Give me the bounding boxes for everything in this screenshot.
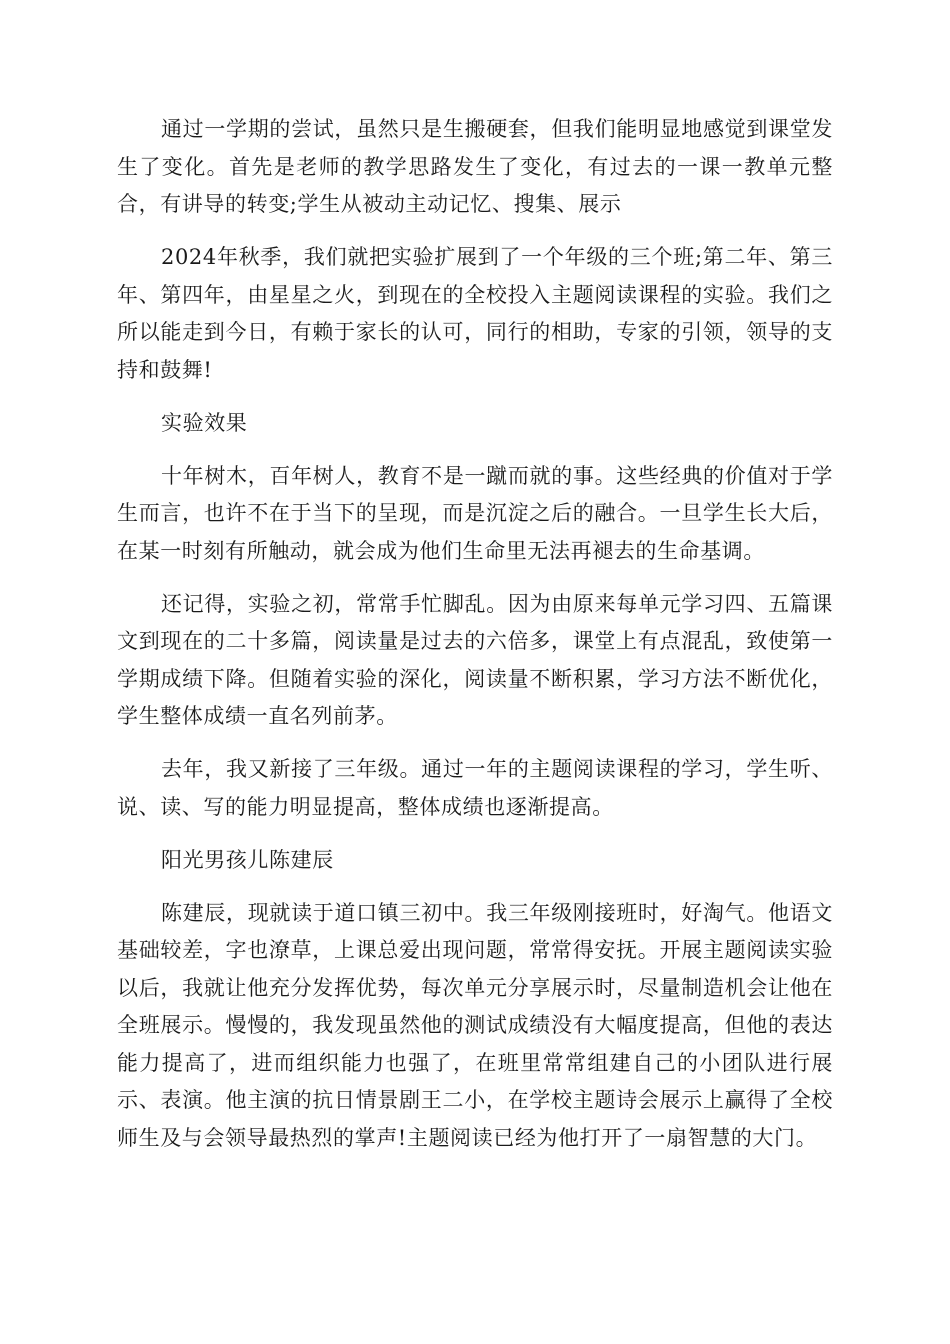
paragraph-chen-jianchen: 陈建辰，现就读于道口镇三初中。我三年级刚接班时，好淘气。他语文基础较差，字也潦草，上课总爱出现问题，常常得安抚。开展主题阅读实验以后，我就让他充分发挥优势，每次单元分享展示时，尽量制造机会让他在全班展示。慢慢的，我发现虽然他的测试成绩没有大幅度提高，但他的表达能力提高了，进而组织能力也强了，在班里常常组建自己的小团队进行展示、表演。他主演的抗日情景剧王二小，在学校主题诗会展示上赢得了全校师生及与会领导最热烈的掌声!主题阅读已经为他打开了一扇智慧的大门。 <box>117 900 833 1150</box>
paragraph-third-grade: 去年，我又新接了三年级。通过一年的主题阅读课程的学习，学生听、说、读、写的能力明显提高，整体成绩也逐渐提高。 <box>117 757 833 819</box>
section-heading-sunshine-boy: 阳光男孩儿陈建辰 <box>161 847 334 872</box>
paragraph-education-value: 十年树木，百年树人，教育不是一蹴而就的事。这些经典的价值对于学生而言，也许不在于当下的呈现，而是沉淀之后的融合。一旦学生长大后，在某一时刻有所触动，就会成为他们生命里无法再褪去的生命基调。 <box>117 463 833 563</box>
paragraph-early-struggles: 还记得，实验之初，常常手忙脚乱。因为由原来每单元学习四、五篇课文到现在的二十多篇，阅读量是过去的六倍多，课堂上有点混乱，致使第一学期成绩下降。但随着实验的深化，阅读量不断积累，学习方法不断优化，学生整体成绩一直名列前茅。 <box>117 591 833 728</box>
section-heading-results: 实验效果 <box>161 410 248 435</box>
paragraph-semester-trial: 通过一学期的尝试，虽然只是生搬硬套，但我们能明显地感觉到课堂发生了变化。首先是老师的教学思路发生了变化，有过去的一课一教单元整合，有讲导的转变;学生从被动主动记忆、搜集、展示 <box>117 117 833 216</box>
paragraph-expansion: 2024年秋季，我们就把实验扩展到了一个年级的三个班;第二年、第三年、第四年，由星星之火，到现在的全校投入主题阅读课程的实验。我们之所以能走到今日，有赖于家长的认可，同行的相助，专家的引领，领导的支持和鼓舞! <box>117 245 833 382</box>
document-body <box>117 111 833 1173</box>
